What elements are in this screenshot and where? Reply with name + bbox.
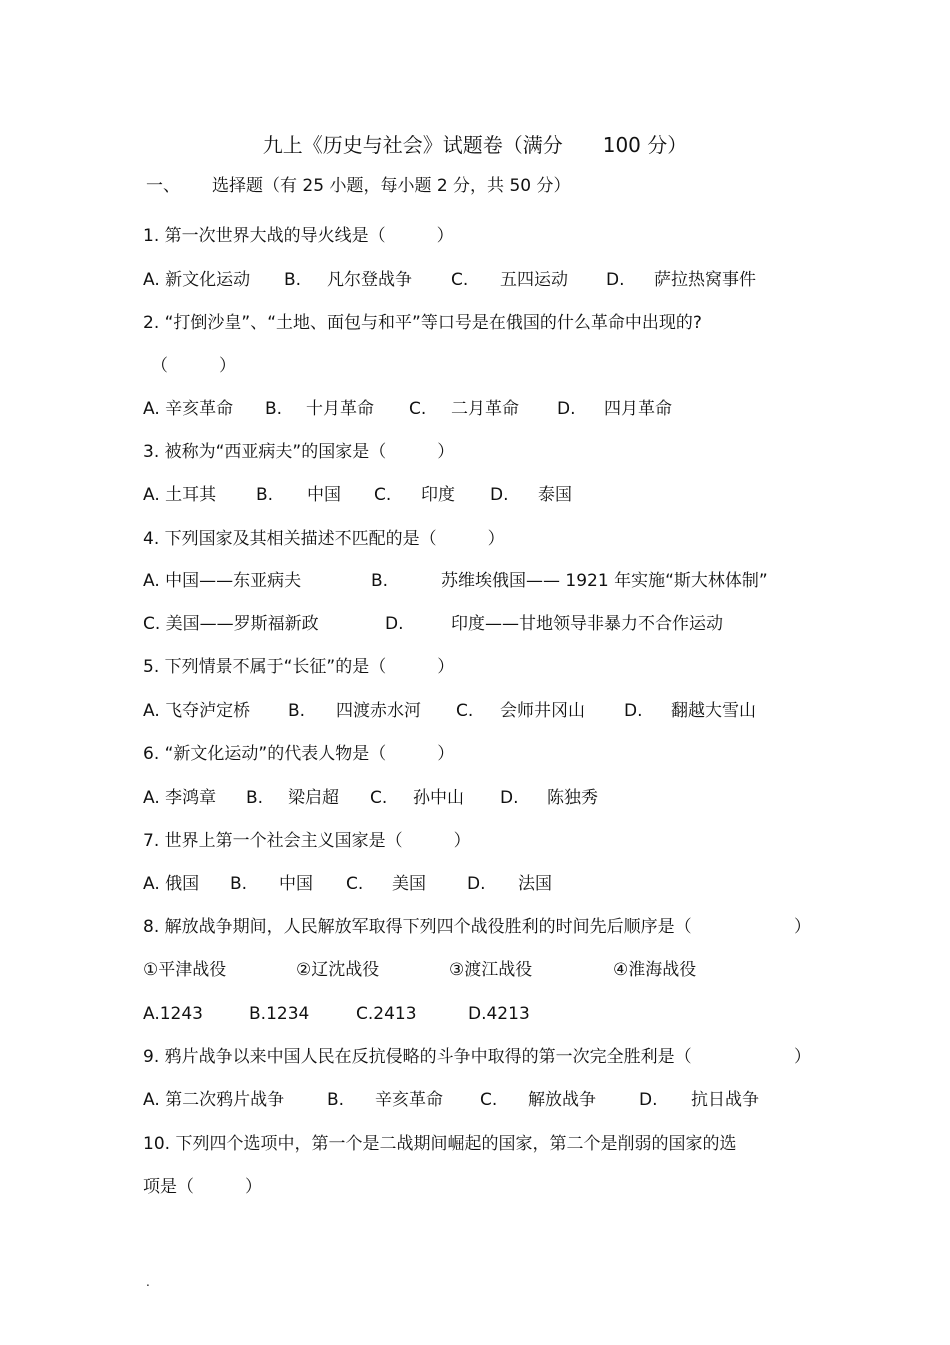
section-number: 一、 [146, 176, 180, 196]
question-text: 6. “新文化运动”的代表人物是（ ） [143, 744, 455, 764]
option-b-letter: B. [327, 1090, 345, 1110]
question-text: 8. 解放战争期间，人民解放军取得下列四个战役胜利的时间先后顺序是（ [143, 917, 692, 937]
option-d-letter: D. [385, 614, 404, 634]
option-b: 苏维埃俄国—— 1921 年实施“斯大林体制” [441, 571, 768, 591]
option-c: 会师井冈山 [500, 701, 585, 721]
option-d-letter: D. [500, 788, 519, 808]
option-b: 凡尔登战争 [327, 270, 412, 290]
option-b: B.1234 [249, 1004, 310, 1024]
option-c-letter: C. [451, 270, 469, 290]
event-item: ②辽沈战役 [296, 960, 380, 980]
option-d: 萨拉热窝事件 [654, 270, 756, 290]
footer-mark: . [146, 1275, 150, 1289]
option-b-letter: B. [230, 874, 248, 894]
option-b-letter: B. [288, 701, 306, 721]
question-text: 1. 第一次世界大战的导火线是（ ） [143, 226, 454, 246]
option-a: A. 飞夺泸定桥 [143, 701, 251, 721]
option-b-letter: B. [371, 571, 389, 591]
option-d: 陈独秀 [547, 788, 598, 808]
event-item: ④淮海战役 [613, 960, 697, 980]
option-c: 二月革命 [451, 399, 519, 419]
option-c: 孙中山 [413, 788, 464, 808]
option-b: 辛亥革命 [375, 1090, 443, 1110]
option-b: 中国 [279, 874, 313, 894]
question-text: 2. “打倒沙皇”、“土地、面包与和平”等口号是在俄国的什么革命中出现的? [143, 313, 702, 333]
option-d-letter: D. [606, 270, 625, 290]
option-c-letter: C. [456, 701, 474, 721]
event-item: ①平津战役 [143, 960, 227, 980]
question-text: 4. 下列国家及其相关描述不匹配的是（ ） [143, 529, 505, 549]
question-text: 3. 被称为“西亚病夫”的国家是（ ） [143, 442, 455, 462]
option-c: 美国 [392, 874, 426, 894]
option-c-letter: C. [346, 874, 364, 894]
option-c: C.2413 [356, 1004, 417, 1024]
option-c-letter: C. [374, 485, 392, 505]
option-c: 五四运动 [500, 270, 568, 290]
option-a: A. 俄国 [143, 874, 200, 894]
option-d: 四月革命 [604, 399, 672, 419]
option-c: 解放战争 [528, 1090, 596, 1110]
question-text: 5. 下列情景不属于“长征”的是（ ） [143, 657, 455, 677]
title-score: 100 分） [602, 133, 688, 157]
question-text: 7. 世界上第一个社会主义国家是（ ） [143, 831, 471, 851]
title-main: 九上《历史与社会》试题卷（满分 [262, 133, 563, 157]
option-d: 抗日战争 [691, 1090, 759, 1110]
option-c-letter: C. [370, 788, 388, 808]
option-d: 印度——甘地领导非暴力不合作运动 [451, 614, 723, 634]
option-b-letter: B. [284, 270, 302, 290]
question-text: 9. 鸦片战争以来中国人民在反抗侵略的斗争中取得的第一次完全胜利是（ [143, 1047, 692, 1067]
event-item: ③渡江战役 [449, 960, 533, 980]
option-d-letter: D. [557, 399, 576, 419]
option-d: 法国 [518, 874, 552, 894]
option-c-letter: C. [480, 1090, 498, 1110]
option-d-letter: D. [467, 874, 486, 894]
question-text: （ ） [151, 356, 236, 376]
option-c: C. 美国——罗斯福新政 [143, 614, 319, 634]
option-b: 中国 [307, 485, 341, 505]
section-text: 选择题（有 25 小题，每小题 2 分，共 50 分） [212, 176, 571, 196]
option-a: A. 第二次鸦片战争 [143, 1090, 285, 1110]
option-d-letter: D. [624, 701, 643, 721]
option-d: 翻越大雪山 [671, 701, 756, 721]
answer-bracket-close: ） [794, 1047, 811, 1067]
option-a: A. 新文化运动 [143, 270, 251, 290]
option-b-letter: B. [265, 399, 283, 419]
option-a: A. 辛亥革命 [143, 399, 234, 419]
option-b: 四渡赤水河 [336, 701, 421, 721]
option-a: A.1243 [143, 1004, 203, 1024]
option-c: 印度 [421, 485, 455, 505]
option-b: 梁启超 [288, 788, 339, 808]
option-d: 泰国 [538, 485, 572, 505]
option-d-letter: D. [490, 485, 509, 505]
option-a: A. 土耳其 [143, 485, 217, 505]
option-b-letter: B. [246, 788, 264, 808]
option-c-letter: C. [409, 399, 427, 419]
option-b-letter: B. [256, 485, 274, 505]
option-a: A. 中国——东亚病夫 [143, 571, 302, 591]
answer-bracket-close: ） [794, 917, 811, 937]
option-d: D.4213 [468, 1004, 530, 1024]
question-text: 10. 下列四个选项中，第一个是二战期间崛起的国家，第二个是削弱的国家的选 [143, 1134, 737, 1154]
option-d-letter: D. [639, 1090, 658, 1110]
option-a: A. 李鸿章 [143, 788, 217, 808]
option-b: 十月革命 [306, 399, 374, 419]
page-title [0, 130, 950, 160]
question-text: 项是（ ） [143, 1177, 262, 1197]
